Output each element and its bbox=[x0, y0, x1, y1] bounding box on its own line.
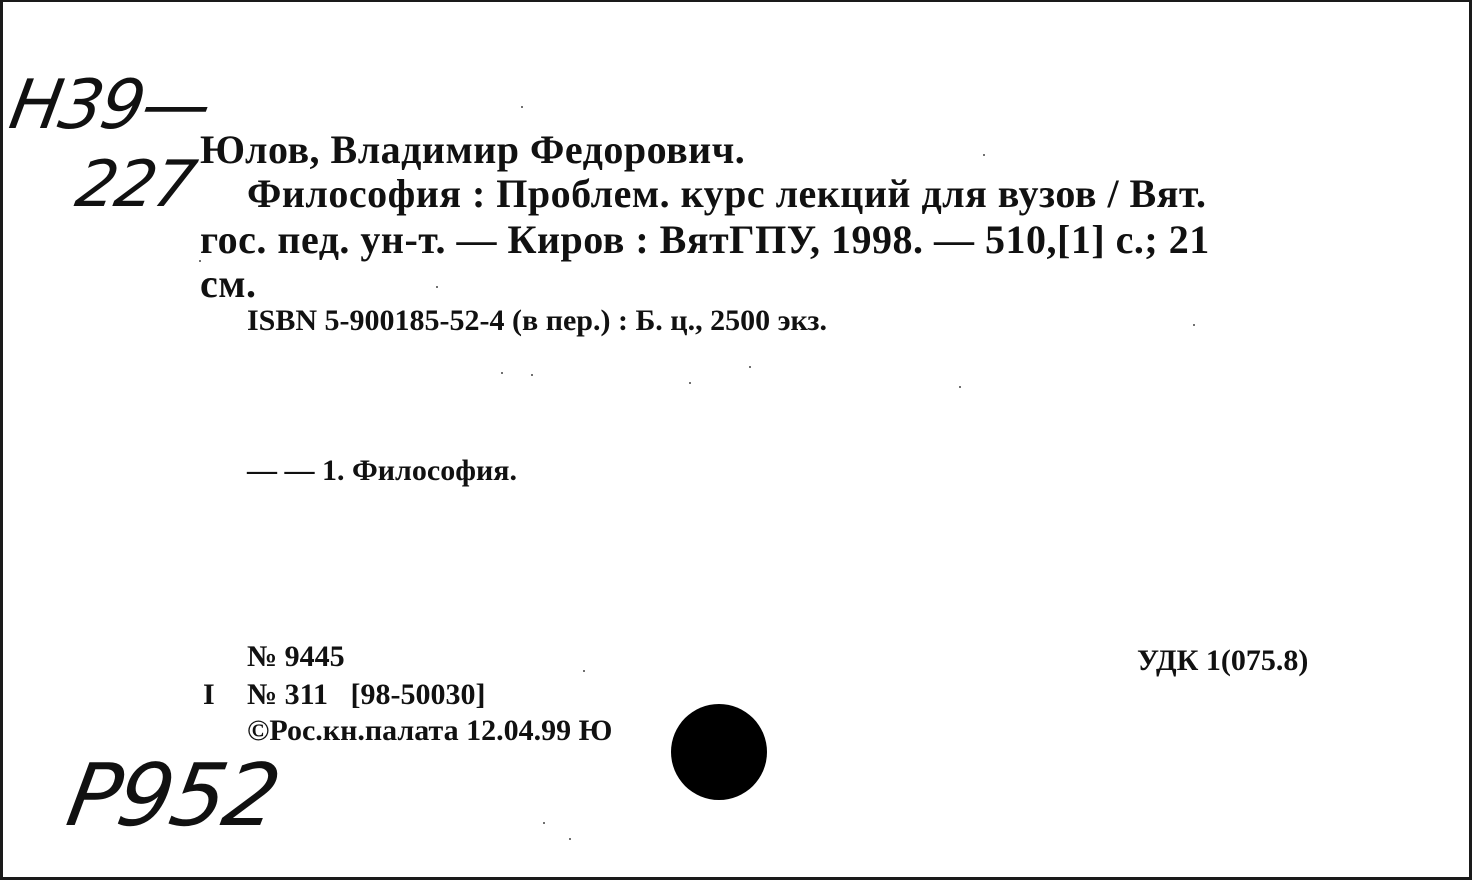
speck bbox=[583, 670, 585, 672]
speck bbox=[1193, 324, 1195, 326]
isbn-line: ISBN 5-900185-52-4 (в пер.) : Б. ц., 2500 экз. bbox=[247, 304, 827, 337]
shelf-mark-author: 227 bbox=[70, 148, 200, 222]
title-line-1: Философия : Проблем. курс лекций для вузов / Вят. bbox=[247, 171, 1207, 216]
speck bbox=[689, 382, 691, 384]
speck bbox=[543, 822, 545, 824]
speck bbox=[531, 374, 533, 376]
number-1: № 9445 bbox=[247, 640, 345, 673]
subject-line: — — 1. Философия. bbox=[247, 454, 517, 487]
title-line-2: гос. пед. ун-т. — Киров : ВятГПУ, 1998. — 510,[1] с.; 21 bbox=[200, 217, 1210, 262]
speck bbox=[959, 386, 961, 388]
shelf-mark-top: Н39— bbox=[4, 66, 216, 145]
speck bbox=[983, 154, 985, 156]
speck bbox=[521, 106, 523, 108]
speck bbox=[749, 366, 751, 368]
copyright-line: ©Рос.кн.палата 12.04.99 Ю bbox=[247, 714, 613, 747]
udk-label: УДК 1(075.8) bbox=[1137, 644, 1309, 677]
copy-marker: I bbox=[203, 678, 215, 711]
author-heading: Юлов, Владимир Федорович. bbox=[200, 127, 746, 172]
speck bbox=[501, 372, 503, 374]
number-2: № 311 [98-50030] bbox=[247, 678, 486, 711]
speck bbox=[436, 286, 438, 288]
speck bbox=[569, 838, 571, 840]
shelf-mark-bottom: Р952 bbox=[60, 746, 286, 846]
title-line-3: см. bbox=[200, 261, 257, 306]
punch-hole bbox=[671, 704, 767, 800]
